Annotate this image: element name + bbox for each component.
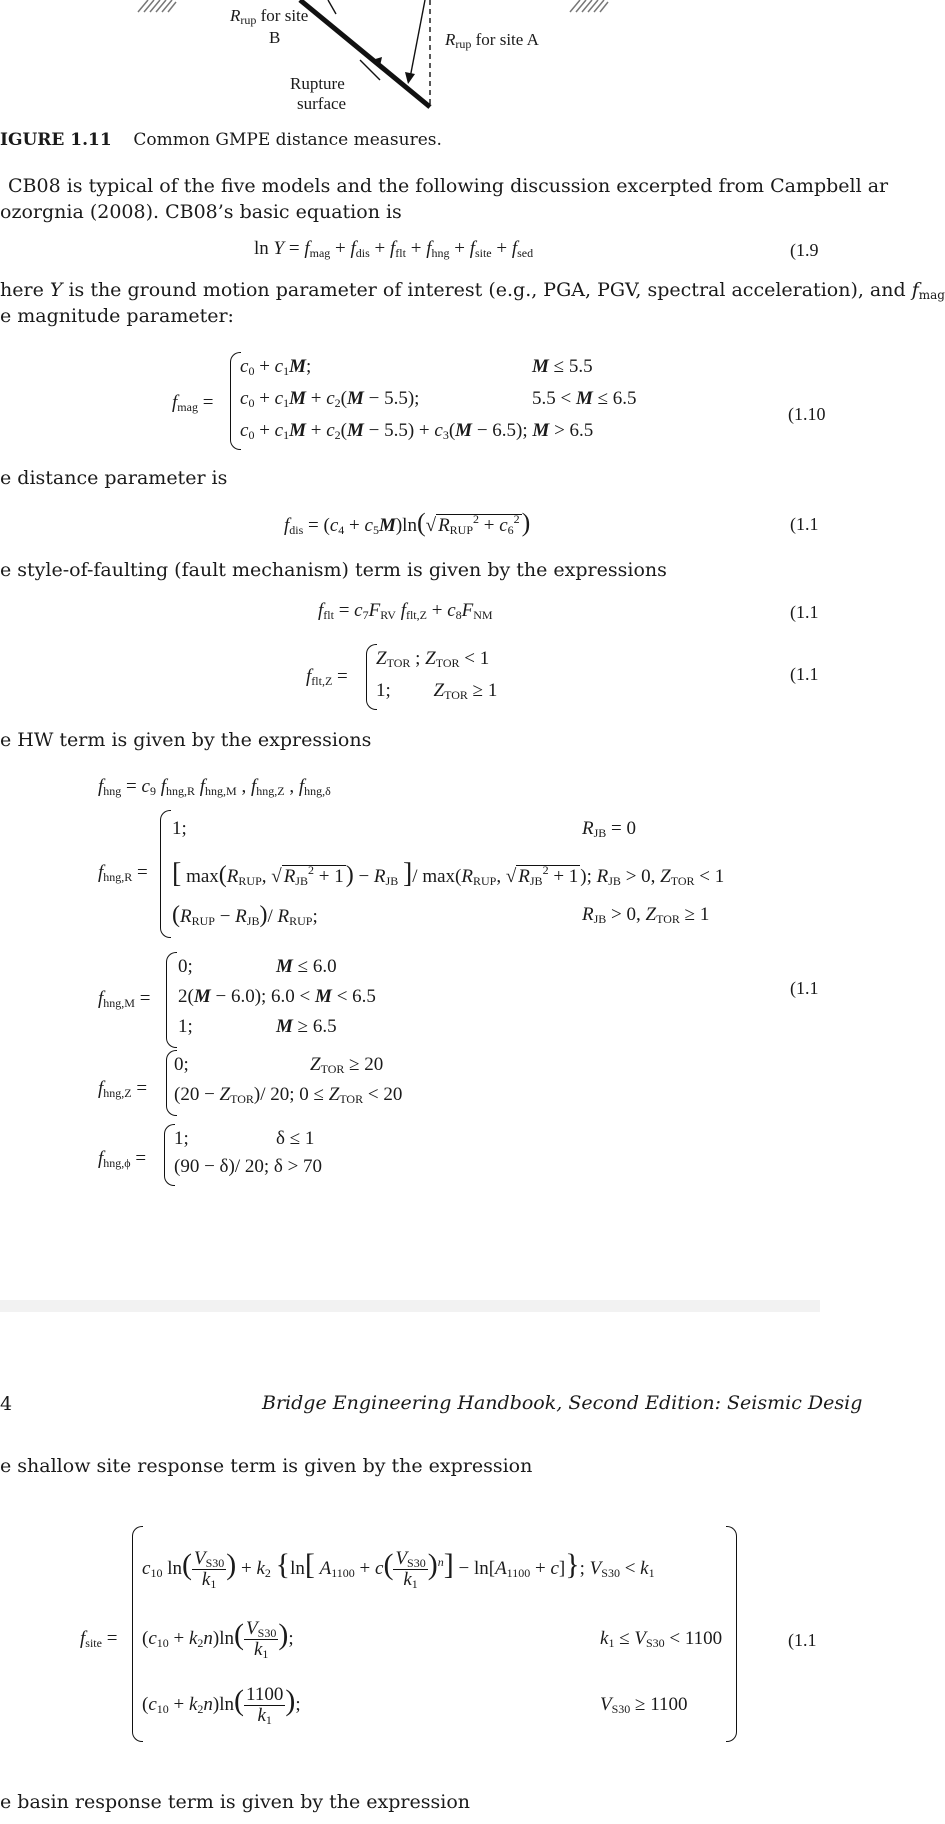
paragraph-intro-line2: ozorgnia (2008). CB08’s basic equation is	[0, 201, 402, 223]
paragraph-hw-term: e HW term is given by the expressions	[0, 729, 372, 751]
site-a-label: $R_{rup}$ for site A	[445, 30, 539, 51]
fhngdelta-case1: 1;	[174, 1128, 189, 1149]
brace-fhngR	[160, 810, 171, 938]
ground-hatch-right	[570, 0, 608, 12]
fmag-case2: $c_0 + c_1M + c_2(M - 5.5)$;	[240, 388, 420, 410]
paragraph-intro-line1: CB08 is typical of the five models and the following discussion excerpted from Campbell ar	[8, 175, 889, 197]
paragraph-y-definition: here Y is the ground motion parameter of interest (e.g., PGA, PGV, spectral acceleration), and $f_{mag}$	[0, 279, 945, 302]
fhngM-cond1: M ≤ 6.0	[276, 956, 337, 977]
paragraph-basin-response: e basin response term is given by the expression	[0, 1791, 470, 1813]
fmag-case1: $c_0 + c_1M$;	[240, 356, 312, 378]
fhngZ-case1: 0;	[174, 1054, 189, 1075]
site-b-label-line2: B	[269, 28, 281, 47]
fhngdelta-cond1: δ ≤ 1	[276, 1128, 315, 1149]
fsite-cond3: $V_{S30} \ge 1100$	[600, 1694, 688, 1716]
paragraph-site-response: e shallow site response term is given by the expression	[0, 1455, 533, 1477]
equation-number-fmag: (1.10	[788, 404, 826, 424]
fsite-case2: $(c_{10} + k_2n)\ln$( $\frac{V_{S30}}{k_1}$ );	[142, 1618, 294, 1662]
ground-hatch-left	[138, 0, 176, 12]
fhngdelta-case2: (90 − δ)/ 20; δ > 70	[174, 1156, 323, 1177]
equation-number-main: (1.9	[790, 240, 819, 260]
fsite-cond2: $k_1 \le V_{S30} < 1100$	[600, 1628, 723, 1650]
equation-number-fhng: (1.1	[790, 978, 819, 998]
fmag-cond1: M ≤ 5.5	[532, 356, 593, 377]
fhngM-case2: 2(M − 6.0); 6.0 < M < 6.5	[178, 986, 376, 1007]
fhngR-case3: $(R_{RUP} - R_{JB})/$ $R_{RUP}$;	[172, 902, 318, 928]
site-b-arrow	[328, 0, 336, 14]
page-separator	[0, 1300, 820, 1312]
fhngR-cond3: $R_{JB} > 0$, $Z_{TOR} \ge 1$	[582, 904, 710, 926]
figure-caption: IGURE 1.11 Common GMPE distance measures.	[0, 130, 442, 150]
equation-fsite-lhs: $f_{site}$ =	[80, 1628, 118, 1650]
fhngR-case2: [ $\max(R_{RUP}$, √ $R_{JB}^2 + 1) - R_{JB}$ ]/ $\max(R_{RUP}$, √ $R_{JB}^2 + 1$ ); $R_{JB} > 0$, $Z_{TOR} < 1$	[172, 858, 725, 889]
site-b-label: $R_{rup}$ for site	[230, 6, 309, 27]
fhngZ-cond1: $Z_{TOR} \ge 20$	[310, 1054, 384, 1076]
equation-fhngR-lhs: $f_{hng,R}$ =	[98, 862, 148, 884]
ffltz-case2: 1; $Z_{TOR} \ge 1$	[376, 680, 498, 702]
fsite-case3: $(c_{10} + k_2n)\ln$( $\frac{1100}{k_1}$ );	[142, 1684, 301, 1728]
equation-number-ffltz: (1.1	[790, 664, 819, 684]
equation-fflt: $f_{flt} = c_7F_{RV}$ $f_{flt,Z} + c_8F_{NM}$	[318, 600, 493, 622]
paragraph-style-of-faulting: e style-of-faulting (fault mechanism) term is given by the expressions	[0, 559, 667, 581]
fhngM-cond3: M ≥ 6.5	[276, 1016, 337, 1037]
equation-number-fdis: (1.1	[790, 514, 819, 534]
paragraph-distance: e distance parameter is	[0, 467, 228, 489]
brace-fsite-right	[726, 1526, 737, 1742]
equation-ffltz-lhs: $f_{flt,Z}$ =	[306, 666, 348, 688]
site-a-arrow	[410, 0, 425, 78]
rupture-label-line2: surface	[297, 94, 347, 113]
distance-measures-figure	[0, 0, 820, 120]
running-header: Bridge Engineering Handbook, Second Edition: Seismic Desig	[262, 1392, 863, 1414]
fmag-cond2: 5.5 < M ≤ 6.5	[532, 388, 637, 409]
fhngR-cond1: $R_{JB} = 0$	[582, 818, 637, 840]
equation-number-fflt: (1.1	[790, 602, 819, 622]
paragraph-y-definition-line2: e magnitude parameter:	[0, 305, 234, 327]
fhngM-case1: 0;	[178, 956, 193, 977]
equation-fmag-lhs: $f_{mag}$ =	[172, 392, 214, 414]
brace-fhngM	[166, 952, 177, 1048]
ffltz-case1: $Z_{TOR}$ ; $Z_{TOR} < 1$	[376, 648, 490, 670]
equation-fdis: $f_{dis} = (c_4 + c_5M)\ln(√$ $R_{RUP}^2 + c_6^2$)	[284, 508, 531, 537]
equation-fhng: $f_{hng} = c_9$ $f_{hng,R}$ $f_{hng,M}$ , $f_{hng,Z}$ , $f_{hng,\delta}$	[98, 776, 331, 798]
fmag-case3: $c_0 + c_1M + c_2(M - 5.5) + c_3(M - 6.5)$; M > 6.5	[240, 420, 594, 442]
equation-main: $\ln Y = f_{mag} + f_{dis} + f_{flt} + f_{hng} + f_{site} + f_{sed}$	[254, 238, 534, 260]
equation-fhngZ-lhs: $f_{hng,Z}$ =	[98, 1078, 148, 1100]
fhngM-case3: 1;	[178, 1016, 193, 1037]
equation-fhngdelta-lhs: $f_{hng,\phi}$ =	[98, 1148, 147, 1170]
rupture-label-line1: Rupture	[290, 74, 345, 93]
fsite-case1: $c_{10}$ ln( $\frac{V_{S30}}{k_1}$ ) + $k_2$ {ln[ $A_{1100} + c$( $\frac{V_{S30}}{k_1}$ )$^n] - \ln[A_{1100} + c]$}; $V_{S30} < k_1$	[142, 1548, 655, 1592]
fhngZ-case2: $(20 - Z_{TOR})/$ 20; $0 \le Z_{TOR} < 20$	[174, 1084, 403, 1106]
equation-fhngM-lhs: $f_{hng,M}$ =	[98, 988, 151, 1010]
fhngR-case1: 1;	[172, 818, 187, 839]
page-number: 4	[0, 1393, 13, 1415]
equation-number-fsite: (1.1	[788, 1630, 817, 1650]
